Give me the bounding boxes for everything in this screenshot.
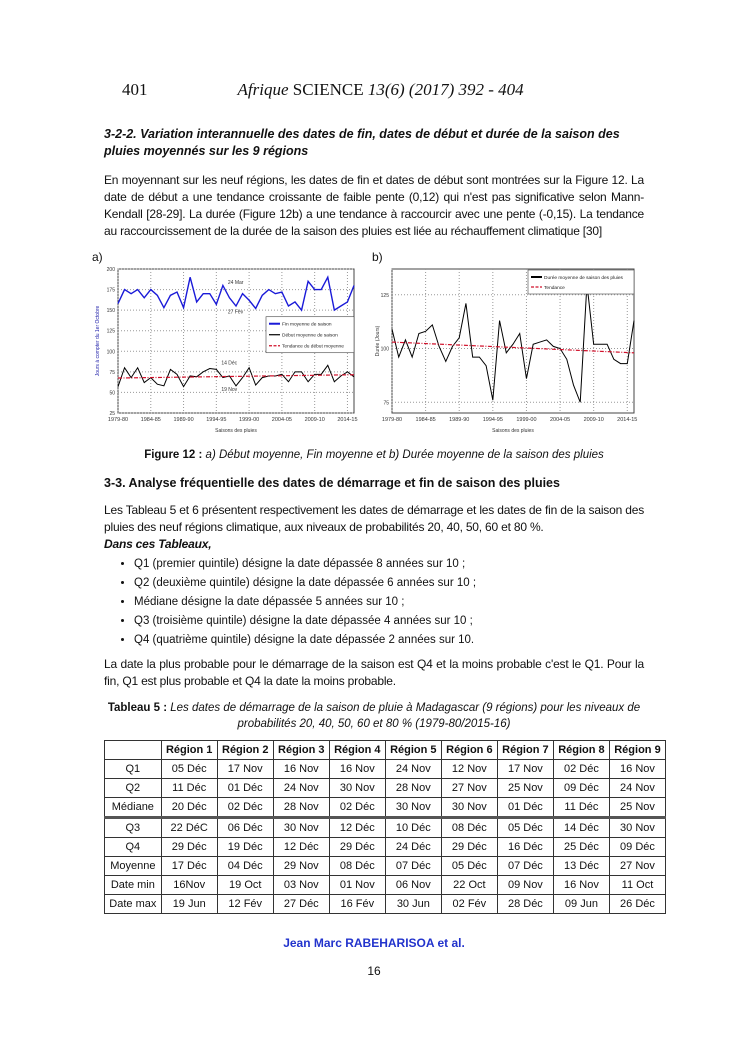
table-cell: 04 Déc: [217, 857, 273, 876]
table-cell: 19 Déc: [217, 838, 273, 857]
panel-b-label: b): [372, 250, 383, 264]
x-axis-label: Saisons des pluies: [492, 428, 534, 434]
table-cell: 05 Déc: [441, 857, 497, 876]
table-cell: 01 Nov: [329, 876, 385, 895]
y-tick-label: 75: [109, 369, 115, 376]
row-label: Q3: [105, 818, 162, 838]
table-cell: 30 Nov: [441, 798, 497, 818]
table-cell: 30 Jun: [385, 895, 441, 914]
y-tick-label: 50: [109, 390, 115, 397]
table-cell: 26 Déc: [609, 895, 665, 914]
table-cell: 30 Nov: [385, 798, 441, 818]
table-caption-label: Tableau 5 :: [107, 702, 168, 714]
y-tick-label: 25: [109, 411, 115, 417]
x-tick-label: 2004-05: [271, 417, 292, 423]
list-item: • Q2 (deuxième quintile) désigne la date dépassée 6 années sur 10 ;: [134, 574, 644, 593]
table-cell: 02 Déc: [329, 798, 385, 818]
table-cell: 20 Déc: [161, 798, 217, 818]
x-tick-label: 1989-90: [173, 417, 194, 423]
table-cell: 07 Déc: [385, 857, 441, 876]
table-cell: 17 Déc: [161, 857, 217, 876]
annotation: 19 Nov: [221, 386, 238, 393]
figure-panel-b: [372, 250, 642, 435]
paragraph-322: En moyennant sur les neuf régions, les dates de fin et dates de début sont montrées sur la Figure 12. La date de début a une tendance croissante de faible pente (0,12) qui n'est pas significative selon Mann-Kendall [28-29]. La durée (Figure 12b) a une tendance à raccourcir avec une pente (-0,15). La tendance au raccourcissement de la durée de la saison des pluies est liée au réchauffement climatique [30]: [104, 173, 644, 238]
table-cell: 12 Déc: [273, 838, 329, 857]
paragraph-33: Les Tableau 5 et 6 présentent respectivement les dates de démarrage et les dates de fin de la saison des pluies des neuf régions climatique, aux niveaux de probabilités 20, 40, 50, 60 et 80 %.: [104, 503, 644, 534]
row-label: Date max: [105, 895, 162, 914]
table-cell: 07 Déc: [497, 857, 553, 876]
table-cell: 19 Oct: [217, 876, 273, 895]
x-tick-label: 1984-85: [140, 417, 161, 423]
table-cell: 16 Nov: [553, 876, 609, 895]
table-cell: 02 Déc: [217, 798, 273, 818]
table-cell: 09 Jun: [553, 895, 609, 914]
journal-header: [238, 80, 524, 102]
table-cell: 12 Déc: [329, 818, 385, 838]
journal-volume: 13(6) (2017) 392 - 404: [367, 80, 524, 99]
table-cell: 08 Déc: [329, 857, 385, 876]
table-cell: 09 Déc: [553, 779, 609, 798]
table-cell: 01 Déc: [497, 798, 553, 818]
column-header: Région 7: [497, 741, 553, 760]
page-number: 16: [367, 964, 381, 978]
table-cell: 02 Déc: [553, 760, 609, 779]
x-tick-label: 1999-00: [516, 417, 537, 423]
table-cell: 12 Fév: [217, 895, 273, 914]
table-cell: 22 Oct: [441, 876, 497, 895]
y-tick-label: 175: [106, 287, 115, 294]
table-cell: 16Nov: [161, 876, 217, 895]
legend-label: Fin moyenne de saison: [282, 322, 332, 328]
table-cell: 29 Déc: [161, 838, 217, 857]
table-cell: 29 Déc: [441, 838, 497, 857]
table-cell: 16 Nov: [273, 760, 329, 779]
row-label: Médiane: [105, 798, 162, 818]
annotation: 27 Fév: [227, 309, 244, 316]
legend-label: Durée moyenne de saison des pluies: [544, 276, 623, 281]
table-cell: 05 Déc: [497, 818, 553, 838]
table-cell: 28 Nov: [273, 798, 329, 818]
x-axis-label: Saisons des pluies: [215, 428, 257, 434]
table-cell: 22 DéC: [161, 818, 217, 838]
table-cell: 16 Nov: [609, 760, 665, 779]
y-tick-label: 75: [383, 400, 389, 407]
table-cell: 11 Oct: [609, 876, 665, 895]
x-tick-label: 2009-10: [304, 417, 325, 423]
list-item: • Q4 (quatrième quintile) désigne la date dépassée 2 années sur 10.: [134, 631, 644, 650]
row-label: Q4: [105, 838, 162, 857]
journal-name-2: SCIENCE: [292, 80, 364, 99]
table-cell: 28 Nov: [385, 779, 441, 798]
row-label: Q1: [105, 760, 162, 779]
section-heading-33: 3-3. Analyse fréquentielle des dates de démarrage et fin de saison des pluies: [104, 476, 560, 490]
table-5: [104, 740, 666, 914]
table-cell: 30 Nov: [329, 779, 385, 798]
table-cell: 01 Déc: [217, 779, 273, 798]
x-tick-label: 2014-15: [337, 417, 358, 423]
table-cell: 24 Nov: [385, 760, 441, 779]
table-caption: [104, 700, 644, 732]
y-axis-label: Jours à compter du 1er Octobre: [95, 305, 101, 377]
legend-label: Tendance: [544, 286, 565, 291]
table-cell: 08 Déc: [441, 818, 497, 838]
table-cell: 03 Nov: [273, 876, 329, 895]
x-tick-label: 1999-00: [239, 417, 260, 423]
table-cell: 11 Déc: [553, 798, 609, 818]
table-cell: 25 Nov: [609, 798, 665, 818]
list-item: • Q3 (troisième quintile) désigne la date dépassée 4 années sur 10 ;: [134, 612, 644, 631]
table-cell: 16 Fév: [329, 895, 385, 914]
column-header: Région 2: [217, 741, 273, 760]
table-cell: 16 Nov: [329, 760, 385, 779]
table-cell: 11 Déc: [161, 779, 217, 798]
list-item: • Q1 (premier quintile) désigne la date dépassée 8 années sur 10 ;: [134, 555, 644, 574]
table-cell: 16 Déc: [497, 838, 553, 857]
table-cell: 02 Fév: [441, 895, 497, 914]
table-cell: 27 Nov: [609, 857, 665, 876]
y-tick-label: 150: [106, 308, 115, 315]
paragraph-2: La date la plus probable pour le démarrage de la saison est Q4 et la moins probable c'est le Q1. Pour la fin, Q1 est plus probable et Q4 la date la moins probable.: [104, 657, 644, 688]
table-cell: 25 Nov: [497, 779, 553, 798]
column-header: Région 3: [273, 741, 329, 760]
table-cell: 27 Nov: [441, 779, 497, 798]
x-tick-label: 1984-85: [415, 417, 436, 423]
table-cell: 29 Nov: [273, 857, 329, 876]
table-cell: 17 Nov: [217, 760, 273, 779]
figure-caption-label: Figure 12 :: [144, 449, 203, 461]
table-cell: 13 Déc: [553, 857, 609, 876]
table-cell: 06 Déc: [217, 818, 273, 838]
column-header: Région 4: [329, 741, 385, 760]
table-cell: 05 Déc: [161, 760, 217, 779]
y-tick-label: 200: [106, 267, 115, 273]
figure-caption: [104, 449, 644, 461]
table-cell: 30 Nov: [273, 818, 329, 838]
list-item: • Médiane désigne la date dépassée 5 années sur 10 ;: [134, 593, 644, 612]
table-header-row: [105, 741, 666, 760]
column-header: Région 6: [441, 741, 497, 760]
x-tick-label: 2009-10: [583, 417, 604, 423]
table-row: [105, 876, 666, 895]
y-tick-label: 125: [106, 328, 115, 335]
author-footer: Jean Marc RABEHARISOA et al.: [283, 936, 465, 950]
panel-a-label: a): [92, 250, 103, 264]
page-header: [122, 80, 644, 102]
table-caption-text: Les dates de démarrage de la saison de pluie à Madagascar (9 régions) pour les niveaux de probabilités 20, 40, 50, 60 et 80 % (1979-80/2015-16): [170, 702, 641, 730]
section-heading-322: 3-2-2. Variation interannuelle des dates de fin, dates de début et durée de la saison des pluies moyennés sur les 9 régions: [104, 127, 620, 158]
annotation: 24 Mar: [227, 279, 244, 286]
table-row: [105, 838, 666, 857]
table-cell: 09 Déc: [609, 838, 665, 857]
table-row: [105, 857, 666, 876]
table-cell: 24 Nov: [609, 779, 665, 798]
legend-label: Tendance du début moyenne: [282, 344, 344, 350]
figure-caption-text: a) Début moyenne, Fin moyenne et b) Durée moyenne de la saison des pluies: [205, 449, 604, 461]
x-tick-label: 2014-15: [617, 417, 638, 423]
table-row: [105, 760, 666, 779]
table-cell: 10 Déc: [385, 818, 441, 838]
table-cell: 09 Nov: [497, 876, 553, 895]
table-row: [105, 895, 666, 914]
table-cell: 06 Nov: [385, 876, 441, 895]
column-header: Région 8: [553, 741, 609, 760]
y-tick-label: 100: [106, 349, 115, 356]
x-tick-label: 1994-95: [482, 417, 503, 423]
table-cell: 29 Déc: [329, 838, 385, 857]
figure-panel-a: [92, 250, 364, 435]
paragraph-intro: Dans ces Tableaux,: [104, 537, 212, 551]
table-row: [105, 779, 666, 798]
table-cell: 28 Déc: [497, 895, 553, 914]
table-cell: 17 Nov: [497, 760, 553, 779]
y-tick-label: 100: [380, 346, 389, 353]
table-row: [105, 798, 666, 818]
x-tick-label: 1994-95: [206, 417, 227, 423]
table-row: [105, 818, 666, 838]
column-header: [105, 741, 162, 760]
bullet-list: [104, 555, 644, 650]
table-cell: 19 Jun: [161, 895, 217, 914]
figure-12: [92, 250, 644, 435]
column-header: Région 9: [609, 741, 665, 760]
x-tick-label: 2004-05: [549, 417, 571, 423]
row-label: Moyenne: [105, 857, 162, 876]
row-label: Q2: [105, 779, 162, 798]
y-axis-label: Durée (Jours): [375, 325, 381, 357]
x-tick-label: 1979-80: [107, 417, 129, 423]
table-cell: 12 Nov: [441, 760, 497, 779]
y-tick-label: 125: [380, 292, 389, 299]
table-cell: 14 Déc: [553, 818, 609, 838]
table-cell: 24 Déc: [385, 838, 441, 857]
x-tick-label: 1989-90: [449, 417, 470, 423]
page-number-header: 401: [122, 80, 148, 99]
table-cell: 25 Déc: [553, 838, 609, 857]
chart-b: [372, 265, 642, 435]
annotation: 14 Déc: [221, 360, 238, 367]
table-cell: 27 Déc: [273, 895, 329, 914]
column-header: Région 5: [385, 741, 441, 760]
table-cell: 24 Nov: [273, 779, 329, 798]
x-tick-label: 1979-80: [381, 417, 403, 423]
column-header: Région 1: [161, 741, 217, 760]
chart-a: [92, 265, 364, 435]
table-cell: 30 Nov: [609, 818, 665, 838]
journal-name: Afrique: [237, 80, 289, 99]
row-label: Date min: [105, 876, 162, 895]
legend-label: Début moyenne de saison: [282, 333, 338, 339]
